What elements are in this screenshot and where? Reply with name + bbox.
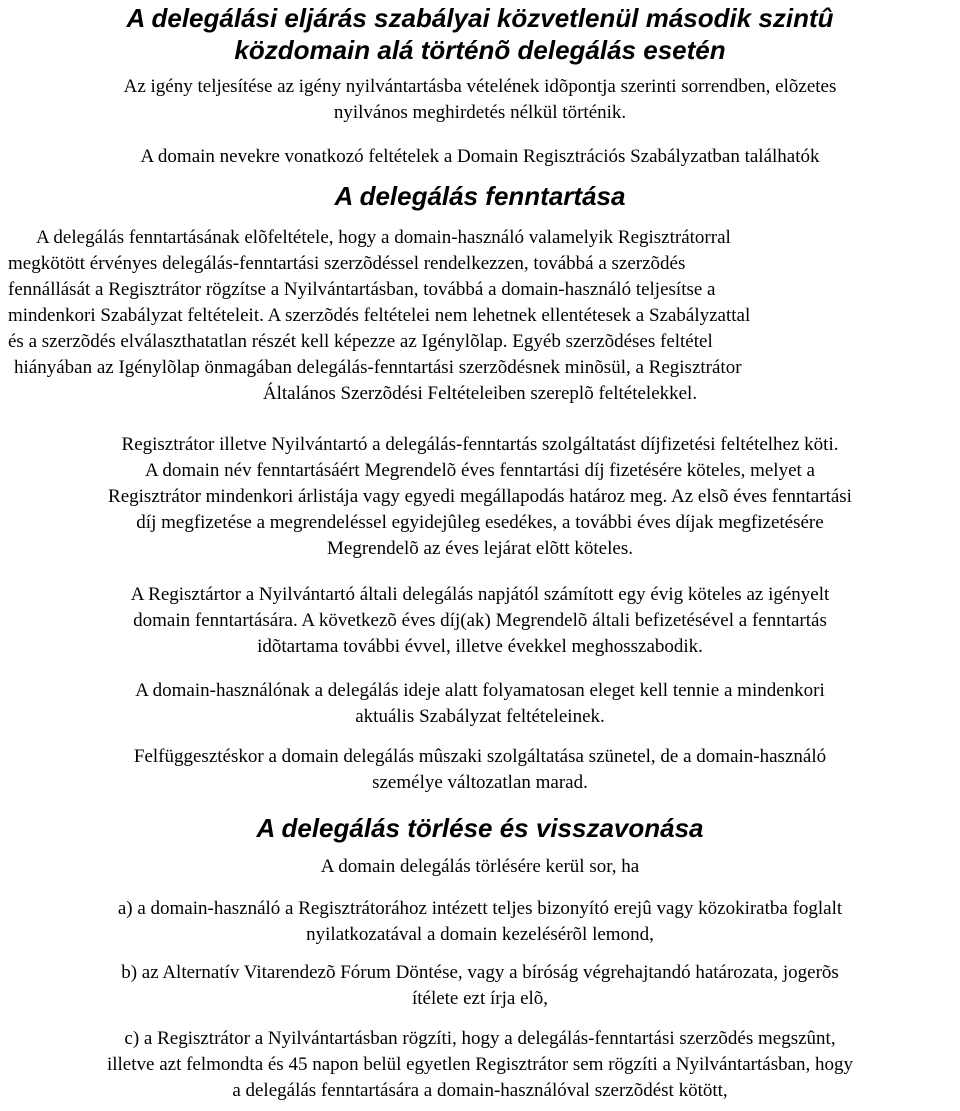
paragraph-continuous-compliance xyxy=(0,678,960,730)
text-line: megkötött érvényes delegálás-fenntartási szerzõdéssel rendelkezzen, továbbá a szerzõdés xyxy=(8,253,686,274)
text-line: idõtartama további évvel, illetve évekkel meghosszabodik. xyxy=(257,636,703,657)
text-line: személye változatlan marad. xyxy=(372,772,588,793)
paragraph-suspension xyxy=(0,744,960,796)
text-line: ítélete ezt írja elõ, xyxy=(411,988,549,1009)
text-line: A domain nevekre vonatkozó feltételek a Domain Regisztrációs Szabályzatban találhatók xyxy=(140,146,820,167)
text-line: mindenkori Szabályzat feltételeit. A szerzõdés feltételei nem lehetnek ellentétesek a Szabályzattal xyxy=(8,305,751,326)
heading-line: A delegálási eljárás szabályai közvetlenül második szintû xyxy=(126,3,834,33)
paragraph-maintenance-precondition xyxy=(0,225,960,407)
text-line: a) a domain-használó a Regisztrátorához intézett teljes bizonyító erejû vagy közokiratba foglalt xyxy=(117,898,843,919)
text-line: domain fenntartására. A következõ éves díj(ak) Megrendelõ általi befizetésével a fenntartás xyxy=(133,610,827,631)
text-line: illetve azt felmondta és 45 napon belül egyetlen Regisztrátor sem rögzíti a Nyilvántartásban, hogy xyxy=(106,1054,854,1075)
text-line: díj megfizetése a megrendeléssel egyidejûleg esedékes, a további éves díjak megfizetésére xyxy=(136,512,824,533)
paragraph-one-year-maintenance xyxy=(0,582,960,660)
text-line: Az igény teljesítése az igény nyilvántartásba vételének idõpontja szerinti sorrendben, elõzetes xyxy=(123,76,837,97)
list-item-b xyxy=(0,960,960,1012)
list-item-a xyxy=(0,896,960,948)
text-line: A domain-használónak a delegálás ideje alatt folyamatosan eleget kell tennie a mindenkori xyxy=(135,680,825,701)
text-line: Megrendelõ az éves lejárat elõtt köteles. xyxy=(327,538,633,559)
section-heading-maintenance xyxy=(0,180,960,212)
list-item-c xyxy=(0,1026,960,1104)
heading-line: közdomain alá történõ delegálás esetén xyxy=(234,35,726,65)
text-line: A Regisztártor a Nyilvántartó általi delegálás napjától számított egy évig köteles az igényelt xyxy=(130,584,830,605)
paragraph-deletion-intro xyxy=(0,854,960,880)
text-line: c) a Regisztrátor a Nyilvántartásban rögzíti, hogy a delegálás-fenntartási szerzõdés megszûnt, xyxy=(124,1028,836,1049)
heading-line: A delegálás fenntartása xyxy=(334,181,626,211)
text-line: Regisztrátor illetve Nyilvántartó a delegálás-fenntartás szolgáltatást díjfizetési feltételhez köti. xyxy=(121,434,839,455)
text-line: hiányában az Igénylõlap önmagában delegálás-fenntartási szerzõdésnek minõsül, a Regisztrátor xyxy=(14,357,742,378)
text-line: nyilvános meghirdetés nélkül történik. xyxy=(333,102,627,123)
text-line: Regisztrátor mindenkori árlistája vagy egyedi megállapodás határoz meg. Az elsõ éves fenntartási xyxy=(108,486,852,507)
heading-line: A delegálás törlése és visszavonása xyxy=(256,813,704,843)
text-line: nyilatkozatával a domain kezelésérõl lemond, xyxy=(306,924,654,945)
paragraph-domain-conditions xyxy=(0,144,960,170)
text-line: A domain delegálás törlésére kerül sor, ha xyxy=(320,856,640,877)
paragraph-order-of-fulfilment xyxy=(0,74,960,126)
section-heading-delegation-rules xyxy=(0,2,960,66)
text-line: aktuális Szabályzat feltételeinek. xyxy=(355,706,605,727)
text-line: b) az Alternatív Vitarendezõ Fórum Döntése, vagy a bíróság végrehajtandó határozata, jogerõs xyxy=(121,962,839,983)
text-line: Általános Szerzõdési Feltételeiben szereplõ feltételekkel. xyxy=(262,383,698,404)
section-heading-deletion xyxy=(0,812,960,844)
text-line: Felfüggesztéskor a domain delegálás mûszaki szolgáltatása szünetel, de a domain-használó xyxy=(133,746,827,767)
text-line: és a szerzõdés elválaszthatatlan részét kell képezze az Igénylõlap. Egyéb szerzõdéses feltétel xyxy=(8,331,713,352)
text-line: a delegálás fenntartására a domain-használóval szerzõdést kötött, xyxy=(232,1080,728,1101)
text-line: A delegálás fenntartásának elõfeltétele, hogy a domain-használó valamelyik Regisztrátorral xyxy=(36,227,731,248)
paragraph-fee-conditions xyxy=(0,432,960,562)
text-line: A domain név fenntartásáért Megrendelõ éves fenntartási díj fizetésére köteles, melyet a xyxy=(144,460,815,481)
text-line: fennállását a Regisztrátor rögzítse a Nyilvántartásban, továbbá a domain-használó teljesítse a xyxy=(8,279,716,300)
